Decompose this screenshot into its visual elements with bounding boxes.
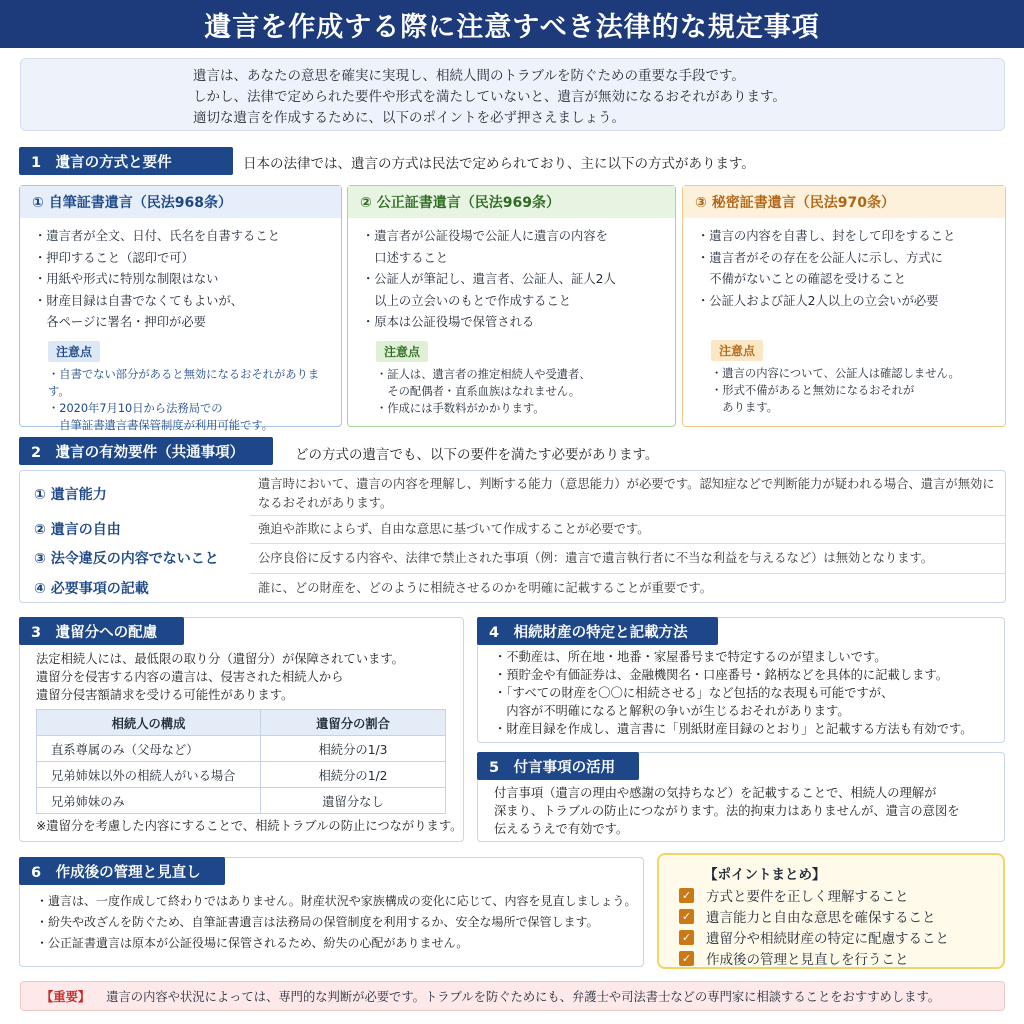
note-badge: 注意点 <box>711 340 763 361</box>
body-line: 伝えるうえで有効です。 <box>494 822 629 836</box>
body-line: 法定相続人には、最低限の取り分（遺留分）が保障されています。 <box>36 652 404 666</box>
list-item: ・遺言の内容を自書し、封をして印をすること <box>697 229 956 243</box>
body-line: ・「すべての財産を〇〇に相続させる」など包括的な表現も可能ですが、 <box>494 686 894 700</box>
body-line: ・預貯金や有価証券は、金融機関名・口座番号・銘柄などを具体的に記載します。 <box>494 668 949 682</box>
table-cell: 兄弟姉妹のみ <box>37 788 261 814</box>
point-item <box>679 927 949 947</box>
intro-line: 遺言は、あなたの意思を確実に実現し、相続人間のトラブルを防ぐための重要な手段です。 <box>193 68 745 84</box>
check-icon: ✓ <box>679 951 694 966</box>
card-secret-will <box>682 185 1006 427</box>
check-icon: ✓ <box>679 930 694 945</box>
note-item: ・2020年7月10日から法務局での <box>48 401 223 415</box>
point-item <box>679 948 909 968</box>
requirement-text: 誰に、どの財産を、どのように相続させるのかを明確に記載することが重要です。 <box>258 580 713 595</box>
requirement-text: 遺言時において、遺言の内容を理解し、判断する能力（意思能力）が必要です。認知症などで判断能力が疑われる場合、遺言が無効になるおそれがあります。 <box>258 477 995 510</box>
table-row <box>37 736 446 762</box>
section-6-heading: 6 作成後の管理と見直し <box>19 857 225 885</box>
intro-line: 適切な遺言を作成するために、以下のポイントを必ず押さえましょう。 <box>193 110 625 126</box>
important-tag: 【重要】 <box>41 990 91 1004</box>
intro-line: しかし、法律で定められた要件や形式を満たしていないと、遺言が無効になるおそれがあります。 <box>193 89 786 105</box>
list-item: 不備がないことの確認を受けること <box>697 272 907 286</box>
requirement-row <box>20 543 1005 573</box>
list-item: 各ページに署名・押印が必要 <box>34 315 206 329</box>
list-item: 口述すること <box>362 250 449 265</box>
body-line: ・紛失や改ざんを防ぐため、自筆証書遺言は法務局の保管制度を利用するか、安全な場所で保管します。 <box>36 915 599 929</box>
point-label: 遺言能力と自由な意思を確保すること <box>706 910 936 926</box>
note-badge: 注意点 <box>48 341 100 362</box>
body-line: ・不動産は、所在地・地番・家屋番号まで特定するのが望ましいです。 <box>494 650 887 664</box>
note-item: ・遺言の内容について、公証人は確認しません。 <box>711 367 960 380</box>
intro-box <box>20 58 1005 131</box>
point-label: 遺留分や相続財産の特定に配慮すること <box>706 931 949 947</box>
body-line: 深まり、トラブルの防止につながります。法的拘束力はありませんが、遺言の意図を <box>494 804 960 818</box>
section-1-desc: 日本の法律では、遺言の方式は民法で定められており、主に以下の方式があります。 <box>243 156 755 172</box>
note-item: 自筆証書遺言書保管制度が利用可能です。 <box>48 418 274 432</box>
section-6-body <box>36 891 637 954</box>
body-line: ・公正証書遺言は原本が公証役場に保管されるため、紛失の心配がありません。 <box>36 936 469 950</box>
note-item: その配偶者・直系血族はなれません。 <box>376 384 581 398</box>
title-bar <box>0 0 1024 48</box>
body-line: ・遺言は、一度作成して終わりではありません。財産状況や家族構成の変化に応じて、内容を見直しましょう。 <box>36 894 637 908</box>
points-summary <box>657 853 1005 969</box>
list-item: ・用紙や形式に特別な制限はない <box>34 272 219 286</box>
table-cell: 相続分の1/3 <box>261 736 446 762</box>
card-notarial-will <box>347 185 676 427</box>
list-item: 以上の立会いのもとで作成すること <box>362 293 572 308</box>
requirement-text: 強迫や詐欺によらず、自由な意思に基づいて作成することが必要です。 <box>258 521 650 536</box>
table-cell: 兄弟姉妹以外の相続人がいる場合 <box>37 762 261 788</box>
section-3-heading: 3 遺留分への配慮 <box>19 617 184 645</box>
page-title: 遺言を作成する際に注意すべき法律的な規定事項 <box>204 11 820 43</box>
body-line: 付言事項（遺言の理由や感謝の気持ちなど）を記載することで、相続人の理解が <box>494 786 937 800</box>
section-3-footnote: ※遺留分を考慮した内容にすることで、相続トラブルの防止につながります。 <box>36 819 463 833</box>
section-4-body <box>494 648 973 738</box>
section-3-body <box>36 650 404 704</box>
check-icon: ✓ <box>679 888 694 903</box>
card-title: ① 自筆証書遺言（民法968条） <box>20 186 341 218</box>
list-item: ・押印すること（認印で可） <box>34 250 194 265</box>
body-line: 内容が不明確になると解釈の争いが生じるおそれがあります。 <box>494 704 850 718</box>
section-2-heading: 2 遺言の有効要件（共通事項） <box>19 437 273 465</box>
table-cell: 相続分の1/2 <box>261 762 446 788</box>
list-item: ・公証人が筆記し、遺言者、公証人、証人2人 <box>362 272 616 286</box>
list-item: ・公証人および証人2人以上の立会いが必要 <box>697 293 939 308</box>
body-line: 遺留分侵害額請求を受ける可能性があります。 <box>36 688 294 702</box>
requirement-label: ③ 法令違反の内容でないこと <box>34 551 219 567</box>
section-2-desc: どの方式の遺言でも、以下の要件を満たす必要があります。 <box>295 447 659 463</box>
table-cell: 直系尊属のみ（父母など） <box>37 736 261 762</box>
section-5-body <box>494 784 960 838</box>
point-item <box>679 885 909 905</box>
requirement-row <box>20 515 1005 543</box>
section-1-heading: 1 遺言の方式と要件 <box>19 147 233 175</box>
requirement-label: ① 遺言能力 <box>34 487 107 503</box>
section-4-heading: 4 相続財産の特定と記載方法 <box>477 617 718 645</box>
body-line: ・財産目録を作成し、遺言書に「別紙財産目録のとおり」と記載する方法も有効です。 <box>494 722 973 736</box>
note-item: ・形式不備があると無効になるおそれが <box>711 384 915 397</box>
table-header: 遺留分の割合 <box>261 710 446 736</box>
list-item: ・遺言者が公証役場で公証人に遺言の内容を <box>362 229 608 243</box>
note-item: ・作成には手数料がかかります。 <box>376 401 545 415</box>
card-holographic-will <box>19 185 342 432</box>
check-icon: ✓ <box>679 909 694 924</box>
points-title: 【ポイントまとめ】 <box>704 867 826 883</box>
note-item: ・自書でない部分があると無効になるおそれがあります。 <box>48 367 320 398</box>
card-title: ② 公正証書遺言（民法969条） <box>348 186 675 218</box>
important-notice <box>20 981 1005 1011</box>
table-cell: 遺留分なし <box>261 788 446 814</box>
table-row <box>37 788 446 814</box>
requirement-label: ② 遺言の自由 <box>34 522 121 538</box>
note-badge: 注意点 <box>376 341 428 362</box>
list-item: ・遺言者がその存在を公証人に示し、方式に <box>697 250 943 265</box>
requirement-text: 公序良俗に反する内容や、法律で禁止された事項（例：遺言で遺言執行者に不当な利益を与えるなど）は無効となります。 <box>258 550 934 565</box>
requirements-table <box>19 470 1006 603</box>
requirement-row <box>20 473 1005 515</box>
table-row <box>37 762 446 788</box>
section-5-heading: 5 付言事項の活用 <box>477 752 639 780</box>
list-item: ・遺言者が全文、日付、氏名を自書すること <box>34 229 280 243</box>
requirement-row <box>20 573 1005 603</box>
note-item: ・証人は、遺言者の推定相続人や受遺者、 <box>376 367 591 381</box>
point-item <box>679 906 936 926</box>
list-item: ・財産目録は自書でなくてもよいが、 <box>34 293 244 308</box>
important-text: 遺言の内容や状況によっては、専門的な判断が必要です。トラブルを防ぐためにも、弁護士や司法書士などの専門家に相談することをおすすめします。 <box>106 990 941 1004</box>
table-header: 相続人の構成 <box>37 710 261 736</box>
note-item: あります。 <box>711 401 778 414</box>
list-item: ・原本は公証役場で保管される <box>362 315 535 329</box>
body-line: 遺留分を侵害する内容の遺言は、侵害された相続人から <box>36 670 344 684</box>
legal-share-table <box>36 709 446 814</box>
requirement-label: ④ 必要事項の記載 <box>34 581 149 597</box>
point-label: 作成後の管理と見直しを行うこと <box>706 952 909 968</box>
point-label: 方式と要件を正しく理解すること <box>706 889 909 905</box>
card-title: ③ 秘密証書遺言（民法970条） <box>683 186 1005 218</box>
